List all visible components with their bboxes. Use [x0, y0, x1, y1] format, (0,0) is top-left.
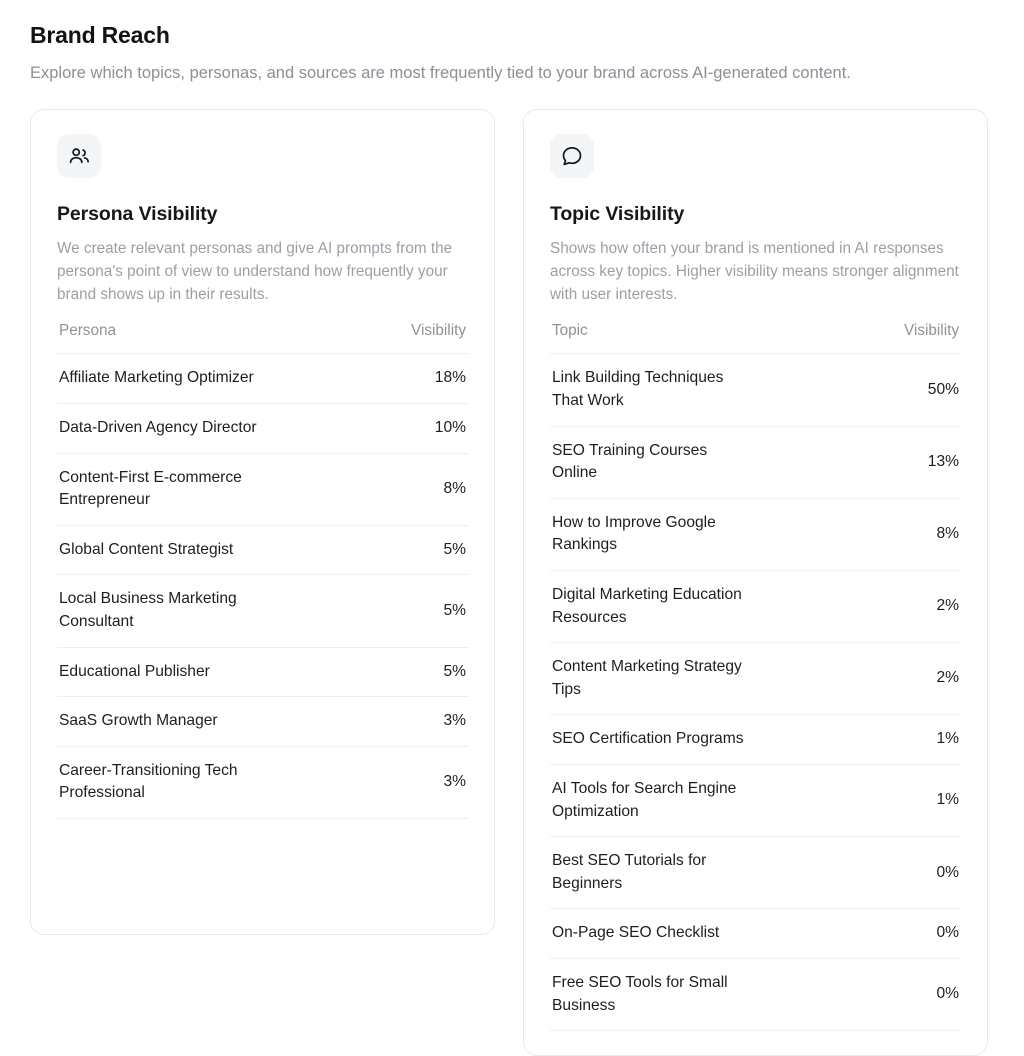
table-row[interactable] — [550, 715, 961, 765]
cards-container — [30, 109, 994, 1056]
column-header-visibility: Visibility — [756, 322, 962, 354]
topic-visibility-value: 2% — [756, 643, 962, 715]
topic-label: AI Tools for Search Engine Optimization — [550, 765, 756, 837]
persona-visibility-value: 5% — [263, 525, 469, 575]
table-header-row — [550, 322, 961, 354]
persona-visibility-value: 8% — [263, 453, 469, 525]
page-subtitle: Explore which topics, personas, and sources are most frequently tied to your brand across AI-generated content. — [30, 64, 851, 82]
table-header-row — [57, 322, 468, 354]
persona-visibility-value: 3% — [263, 697, 469, 747]
card-title: Persona Visibility — [57, 202, 218, 225]
topic-label: Link Building Techniques That Work — [550, 354, 756, 426]
persona-label: SaaS Growth Manager — [57, 697, 263, 747]
persona-visibility-value: 10% — [263, 403, 469, 453]
persona-label: Affiliate Marketing Optimizer — [57, 354, 263, 404]
table-row[interactable] — [57, 746, 468, 818]
topic-visibility-value: 0% — [756, 909, 962, 959]
persona-label: Data-Driven Agency Director — [57, 403, 263, 453]
table-row[interactable] — [57, 403, 468, 453]
card-description: We create relevant personas and give AI prompts from the persona's point of view to understand how frequently your brand shows up in their results. — [57, 239, 453, 304]
topic-label: Digital Marketing Education Resources — [550, 570, 756, 642]
persona-visibility-value: 18% — [263, 354, 469, 404]
topic-visibility-value: 1% — [756, 715, 962, 765]
topic-visibility-table — [550, 322, 961, 1031]
column-header-persona: Persona — [57, 322, 263, 354]
topic-visibility-value: 2% — [756, 570, 962, 642]
topic-label: Content Marketing Strategy Tips — [550, 643, 756, 715]
persona-label: Local Business Marketing Consultant — [57, 575, 263, 647]
table-row[interactable] — [57, 647, 468, 697]
table-row[interactable] — [550, 643, 961, 715]
topic-visibility-value: 0% — [756, 959, 962, 1031]
persona-label: Career-Transitioning Tech Professional — [57, 746, 263, 818]
topic-label: How to Improve Google Rankings — [550, 498, 756, 570]
card-title: Topic Visibility — [550, 202, 685, 225]
table-row[interactable] — [550, 837, 961, 909]
table-row[interactable] — [550, 354, 961, 426]
persona-visibility-value: 3% — [263, 746, 469, 818]
topic-visibility-value: 50% — [756, 354, 962, 426]
table-row[interactable] — [550, 959, 961, 1031]
column-header-visibility: Visibility — [263, 322, 469, 354]
table-row[interactable] — [57, 575, 468, 647]
table-row[interactable] — [550, 498, 961, 570]
persona-visibility-value: 5% — [263, 575, 469, 647]
topic-label: On-Page SEO Checklist — [550, 909, 756, 959]
table-row[interactable] — [57, 697, 468, 747]
page-title: Brand Reach — [30, 22, 170, 48]
users-icon-badge — [57, 134, 101, 178]
topic-visibility-value: 1% — [756, 765, 962, 837]
chat-bubble-icon-badge — [550, 134, 594, 178]
table-row[interactable] — [57, 354, 468, 404]
persona-visibility-table — [57, 322, 468, 819]
chat-bubble-icon — [560, 144, 584, 168]
column-header-topic: Topic — [550, 322, 756, 354]
card-description: Shows how often your brand is mentioned in AI responses across key topics. Higher visibility means stronger alignment with user interests. — [550, 239, 959, 304]
persona-label: Educational Publisher — [57, 647, 263, 697]
table-row[interactable] — [57, 525, 468, 575]
persona-label: Content-First E-commerce Entrepreneur — [57, 453, 263, 525]
topic-visibility-value: 8% — [756, 498, 962, 570]
users-icon — [67, 144, 91, 168]
topic-label: Best SEO Tutorials for Beginners — [550, 837, 756, 909]
table-row[interactable] — [550, 909, 961, 959]
persona-label: Global Content Strategist — [57, 525, 263, 575]
persona-visibility-value: 5% — [263, 647, 469, 697]
topic-label: SEO Training Courses Online — [550, 426, 756, 498]
topic-visibility-value: 0% — [756, 837, 962, 909]
table-row[interactable] — [550, 426, 961, 498]
topic-visibility-card — [523, 109, 988, 1056]
table-row[interactable] — [550, 765, 961, 837]
topic-label: SEO Certification Programs — [550, 715, 756, 765]
table-row[interactable] — [550, 570, 961, 642]
topic-visibility-value: 13% — [756, 426, 962, 498]
table-row[interactable] — [57, 453, 468, 525]
topic-label: Free SEO Tools for Small Business — [550, 959, 756, 1031]
persona-visibility-card — [30, 109, 495, 935]
